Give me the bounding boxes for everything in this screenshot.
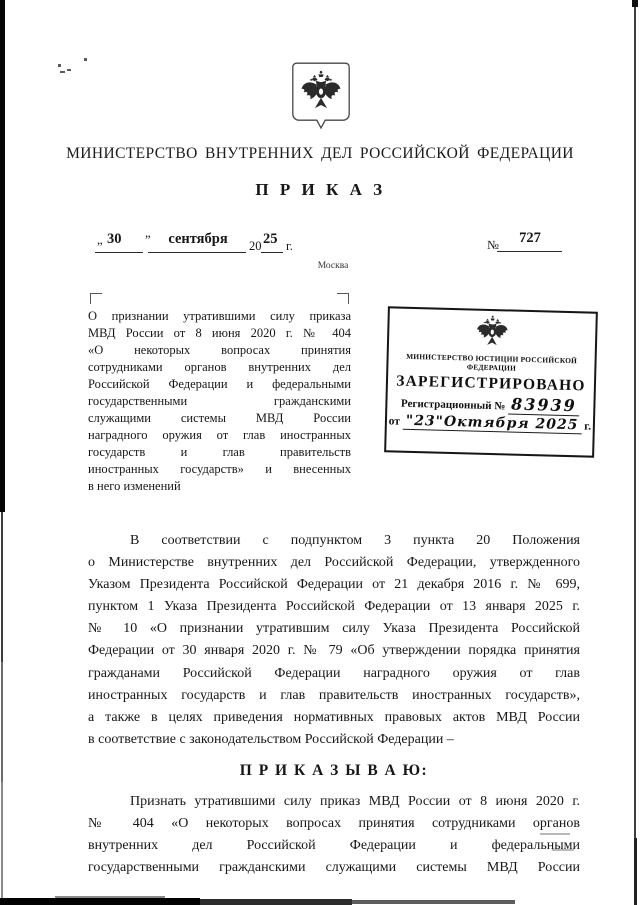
order-number-underline	[497, 235, 562, 252]
preamble-line: пунктом 1 Указа Президента Российской Федерации от 13 января 2025 г.	[88, 599, 580, 615]
coat-of-arms-emblem	[291, 62, 351, 134]
annotation-line: наградного оружия от глав иностранных	[88, 428, 351, 442]
scan-left-line-mid	[1, 512, 3, 662]
annotation-line: «О некоторых вопросах принятия	[88, 343, 351, 357]
scan-right-top-mark	[632, 0, 638, 7]
scan-noise-speck	[58, 64, 61, 67]
preamble-line: Федерации от 30 января 2020 г. № 79 «Об утверждении порядка принятия	[88, 643, 580, 659]
order-annotation	[88, 308, 351, 495]
scan-right-line	[634, 0, 636, 905]
preamble-line: о Министерстве внутренних дел Российской Федерации, утвержденного	[88, 555, 580, 571]
resolution-word: П Р И К А З Ы В А Ю:	[239, 762, 429, 779]
preamble-line: а также в целях приведения нормативных правовых актов МВД России	[88, 709, 580, 725]
annotation-line: государств и глав правительств	[88, 445, 351, 459]
date-year-underline	[261, 236, 283, 253]
scan-bottom-bar-light	[352, 900, 515, 904]
date-open-quote: „	[97, 233, 103, 247]
stamp-date-line	[387, 413, 593, 434]
preamble-line: гражданами Российской Федерации наградного оружия от глав	[88, 665, 580, 681]
annotation-line: служащими системы МВД России	[88, 411, 351, 425]
stamp-date-prefix: от	[388, 415, 401, 428]
scan-left-line-bottom	[1, 782, 3, 905]
order-paragraph	[88, 791, 580, 879]
date-year: 25	[263, 231, 278, 247]
preamble-line: иностранных государств и глав правительств иностранных государств»,	[88, 687, 580, 703]
document-type-title: П Р И К А З	[255, 180, 385, 199]
justice-ministry-registration-stamp	[384, 306, 598, 457]
scan-right-bottom-mark	[634, 838, 637, 905]
date-month: сентября	[168, 231, 228, 247]
ministry-header: МИНИСТЕРСТВО ВНУТРЕННИХ ДЕЛ РОССИЙСКОЙ ФЕДЕРАЦИИ	[66, 145, 574, 162]
scan-left-line-low	[1, 662, 3, 782]
stamp-reg-number-handwritten: 83939	[508, 396, 580, 416]
date-year-prefix: 20	[249, 239, 262, 253]
stamp-date-day: "23"	[405, 412, 445, 430]
crop-mark-left	[90, 293, 102, 304]
scan-bottom-bar-mid	[200, 899, 352, 905]
preamble-line: № 10 «О признании утратившим силу Указа Президента Российской	[88, 621, 580, 637]
order-line: Признать утратившими силу приказ МВД России от 8 июня 2020 г.	[130, 794, 580, 809]
city-label: Москва	[317, 261, 349, 271]
annotation-line: в него изменений	[88, 479, 181, 493]
date-month-underline	[148, 236, 246, 253]
order-line: внутренних дел Российской Федерации и федеральными	[88, 838, 580, 854]
annotation-line: МВД России от 8 июня 2020 г. № 404	[88, 326, 351, 340]
annotation-line: сотрудниками органов внутренних дел	[88, 360, 351, 374]
stamp-registered-word: ЗАРЕГИСТРИРОВАНО	[396, 372, 586, 395]
preamble-paragraph	[88, 530, 580, 751]
annotation-line: Российской Федерации и федеральными	[88, 377, 351, 391]
scan-left-bar	[0, 0, 5, 512]
date-close-quote: ”	[145, 233, 151, 247]
date-year-suffix: г.	[286, 239, 293, 253]
order-number: 727	[519, 230, 541, 246]
stamp-ministry-line: МИНИСТЕРСТВО ЮСТИЦИИ РОССИЙСКОЙ ФЕДЕРАЦИИ	[406, 351, 578, 373]
scan-bottom-bar-dark	[0, 898, 200, 905]
scan-noise-speck	[84, 58, 87, 61]
crop-mark-right	[337, 293, 349, 304]
stamp-date-suffix: г.	[584, 420, 592, 433]
double-headed-eagle-icon	[302, 71, 341, 108]
scan-noise-speck	[60, 71, 65, 73]
preamble-line: Указом Президента Российской Федерации от 21 декабря 2016 г. № 699,	[88, 577, 580, 593]
date-day-underline	[95, 236, 143, 253]
stamp-reg-number-label: Регистрационный №	[400, 397, 506, 413]
number-sign: №	[487, 238, 499, 252]
order-line: государственными гражданскими служащими системы МВД России	[88, 860, 580, 876]
annotation-line: иностранных государств» и внесенных	[88, 462, 351, 476]
scan-noise-speck	[67, 69, 71, 71]
annotation-line: О признании утратившими силу приказа	[88, 309, 351, 323]
stamp-date-month-year: Октября 2025	[443, 413, 579, 434]
stamp-eagle-icon	[475, 314, 510, 349]
stamp-date-handwritten	[403, 414, 582, 435]
preamble-line: В соответствии с подпунктом 3 пункта 20 Положения	[130, 533, 580, 548]
date-day: 30	[107, 231, 122, 247]
order-line: № 404 «О некоторых вопросах принятия сотрудниками органов	[88, 816, 580, 832]
annotation-line: государственными гражданскими	[88, 394, 351, 408]
preamble-line: в соответствие с законодательством Российской Федерации –	[88, 731, 454, 747]
